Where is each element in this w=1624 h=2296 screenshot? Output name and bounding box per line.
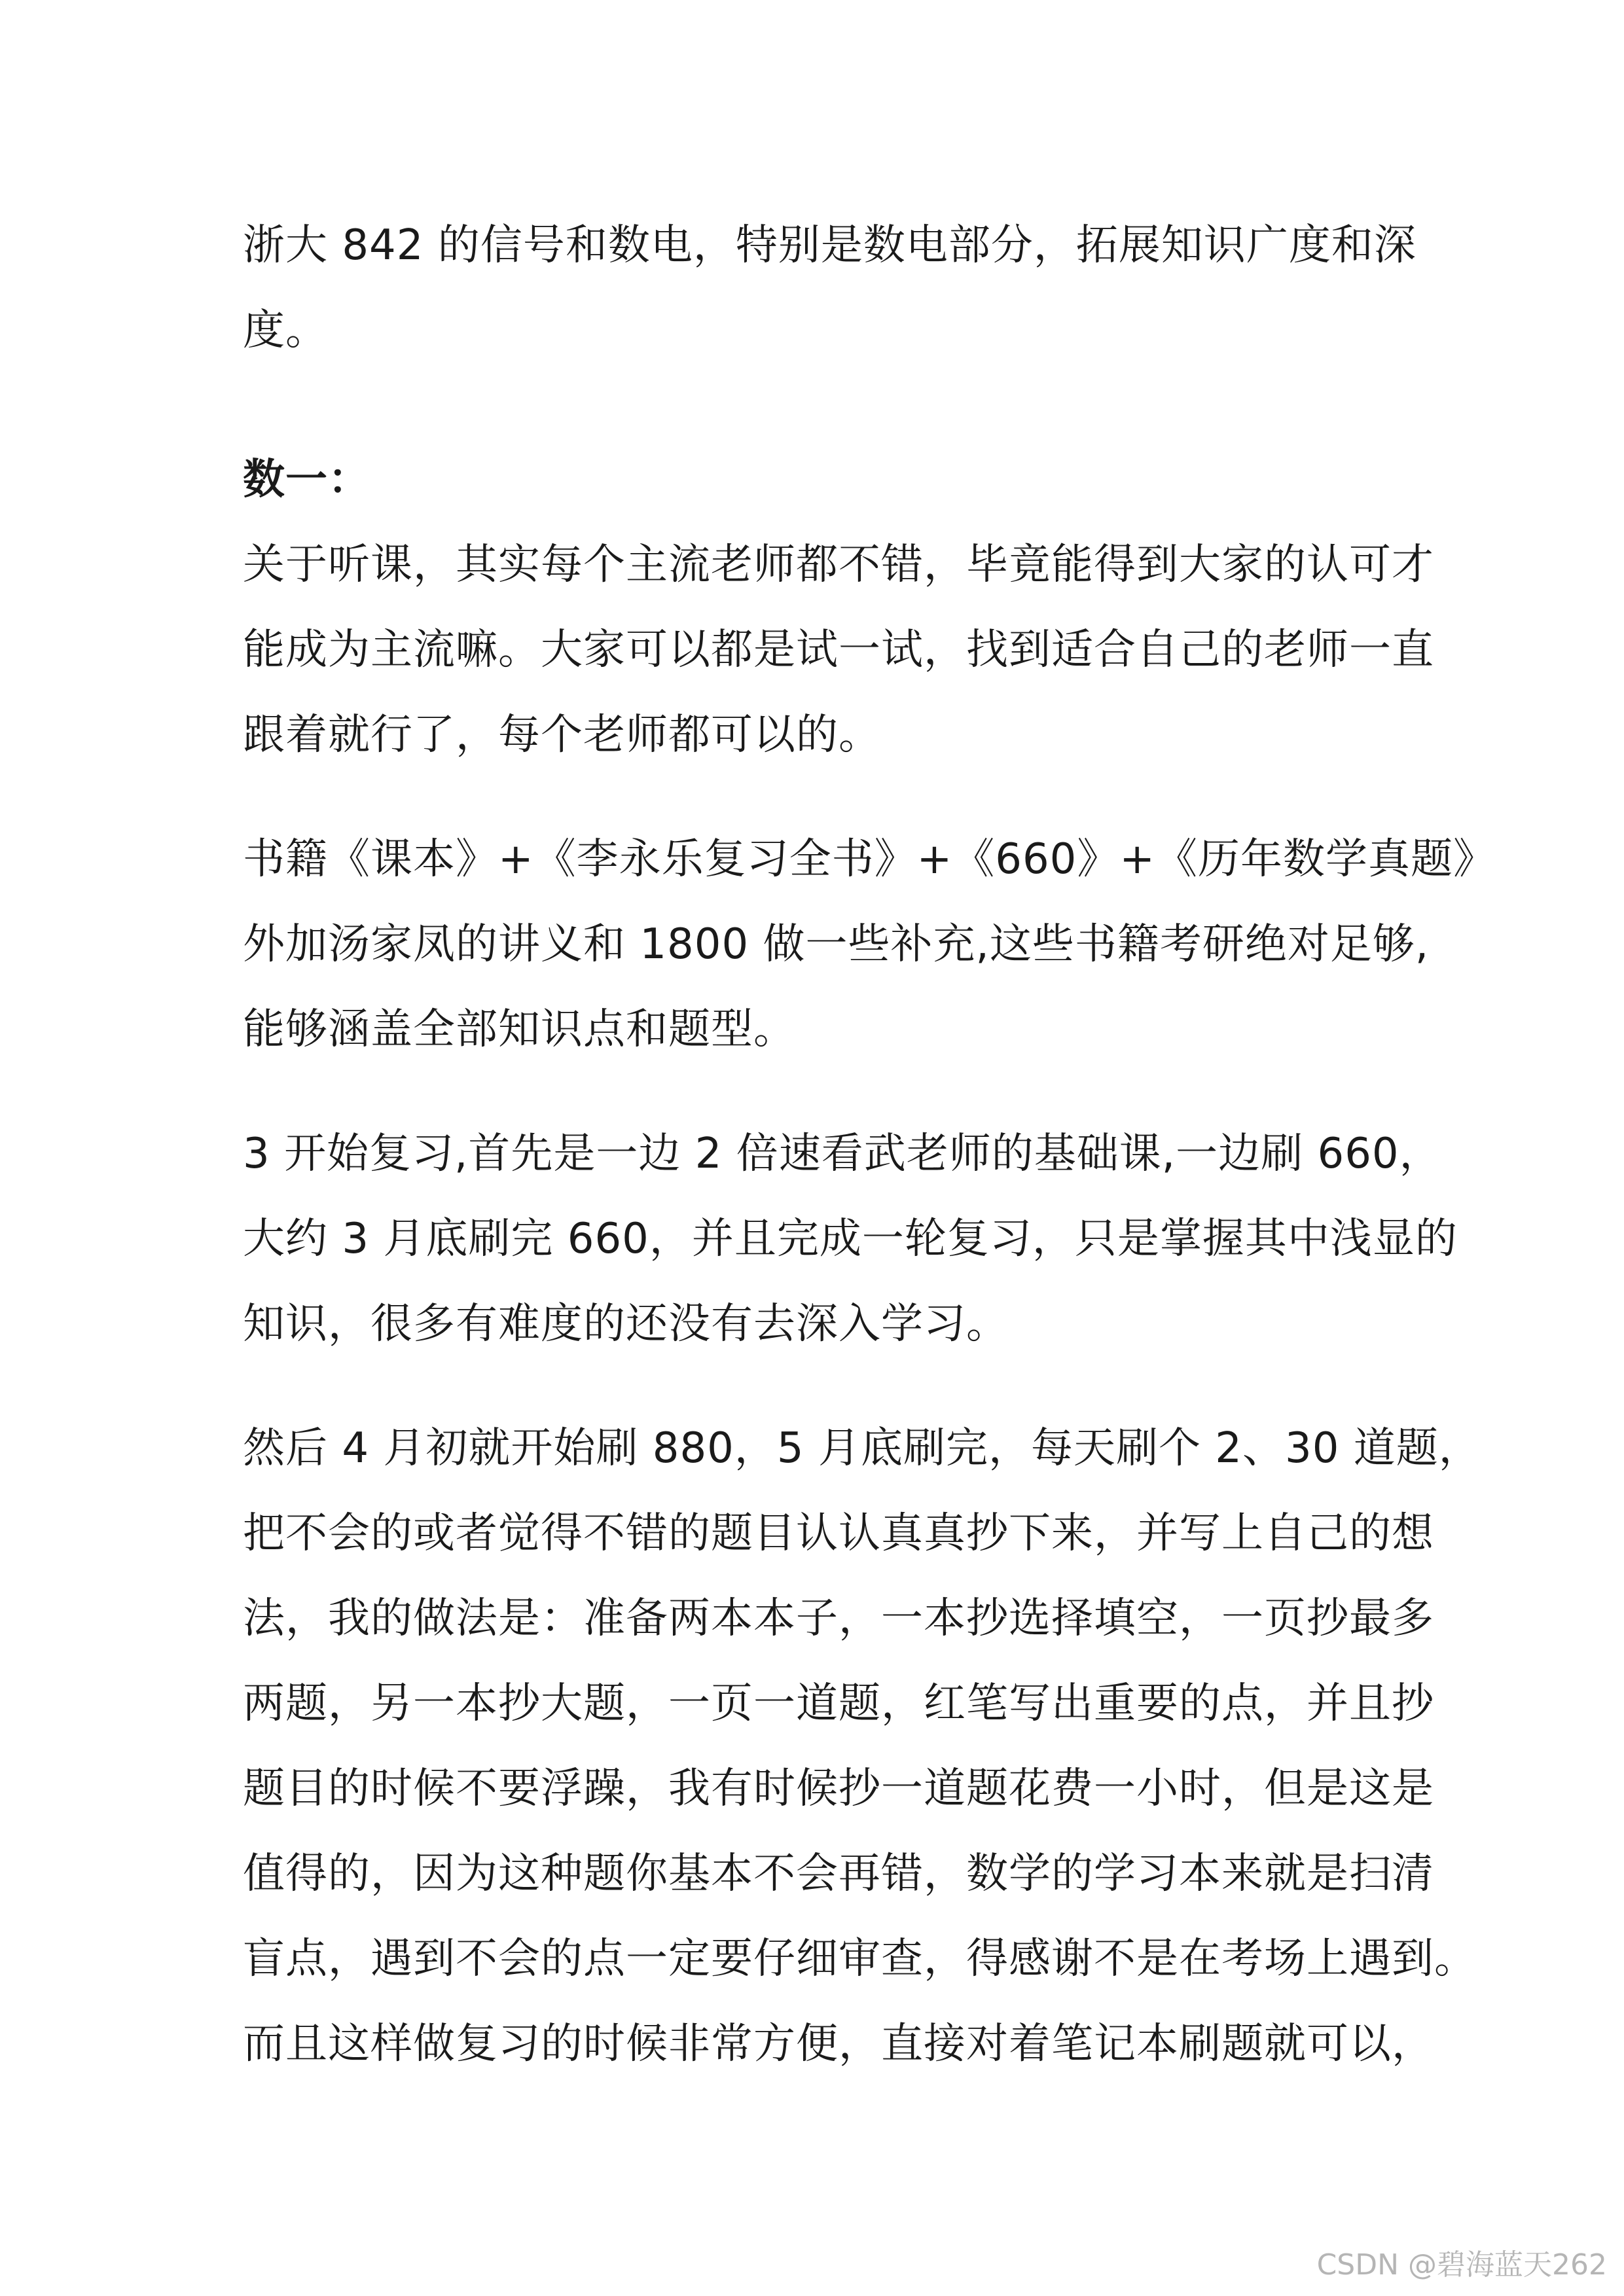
paragraph-gap <box>243 1367 1382 1406</box>
paragraph-intro <box>243 203 1416 373</box>
text-line: 关于听课，其实每个主流老师都不错，毕竟能得到大家的认可才 <box>243 541 1434 589</box>
paragraph-gap <box>243 1072 1382 1111</box>
paragraph-books <box>243 817 1496 1072</box>
text-line: 知识，很多有难度的还没有去深入学习。 <box>243 1300 1009 1348</box>
text-line: 浙大 842 的信号和数电，特别是数电部分，拓展知识广度和深 <box>243 221 1416 270</box>
text-line: 书籍《课本》+《李永乐复习全书》+《660》+《历年数学真题》 <box>243 835 1496 884</box>
section-math-one <box>243 437 1434 778</box>
text-line: 能成为主流嘛。大家可以都是试一试，找到适合自己的老师一直 <box>243 626 1434 674</box>
document-page <box>243 203 1496 2087</box>
text-line: 能够涵盖全部知识点和题型。 <box>243 1005 796 1054</box>
text-line: 跟着就行了，每个老师都可以的。 <box>243 711 881 759</box>
text-line: 把不会的或者觉得不错的题目认认真真抄下来，并写上自己的想 <box>243 1509 1434 1558</box>
text-line: 度。 <box>243 306 328 355</box>
paragraph-gap <box>243 778 1382 817</box>
text-line: 值得的，因为这种题你基本不会再错，数学的学习本来就是扫清 <box>243 1850 1434 1898</box>
text-line: 然后 4 月初就开始刷 880，5 月底刷完，每天刷个 2、30 道题， <box>243 1424 1481 1473</box>
paragraph-april-practice <box>243 1406 1481 2087</box>
text-line: 题目的时候不要浮躁，我有时候抄一道题花费一小时，但是这是 <box>243 1765 1434 1813</box>
section-heading: 数一： <box>243 456 370 504</box>
watermark: CSDN @碧海蓝天262 <box>1316 2248 1607 2282</box>
text-line: 3 开始复习,首先是一边 2 倍速看武老师的基础课,一边刷 660， <box>243 1130 1442 1178</box>
text-line: 盲点，遇到不会的点一定要仔细审查，得感谢不是在考场上遇到。 <box>243 1935 1477 1983</box>
paragraph-march-review <box>243 1111 1458 1367</box>
text-line: 大约 3 月底刷完 660，并且完成一轮复习，只是掌握其中浅显的 <box>243 1215 1458 1263</box>
paragraph-gap <box>243 373 1382 437</box>
text-line: 两题，另一本抄大题，一页一道题，红笔写出重要的点，并且抄 <box>243 1679 1434 1728</box>
text-line: 外加汤家凤的讲义和 1800 做一些补充,这些书籍考研绝对足够, <box>243 920 1430 969</box>
text-line: 法，我的做法是：准备两本本子，一本抄选择填空，一页抄最多 <box>243 1594 1434 1643</box>
text-line: 而且这样做复习的时候非常方便，直接对着笔记本刷题就可以， <box>243 2020 1434 2068</box>
